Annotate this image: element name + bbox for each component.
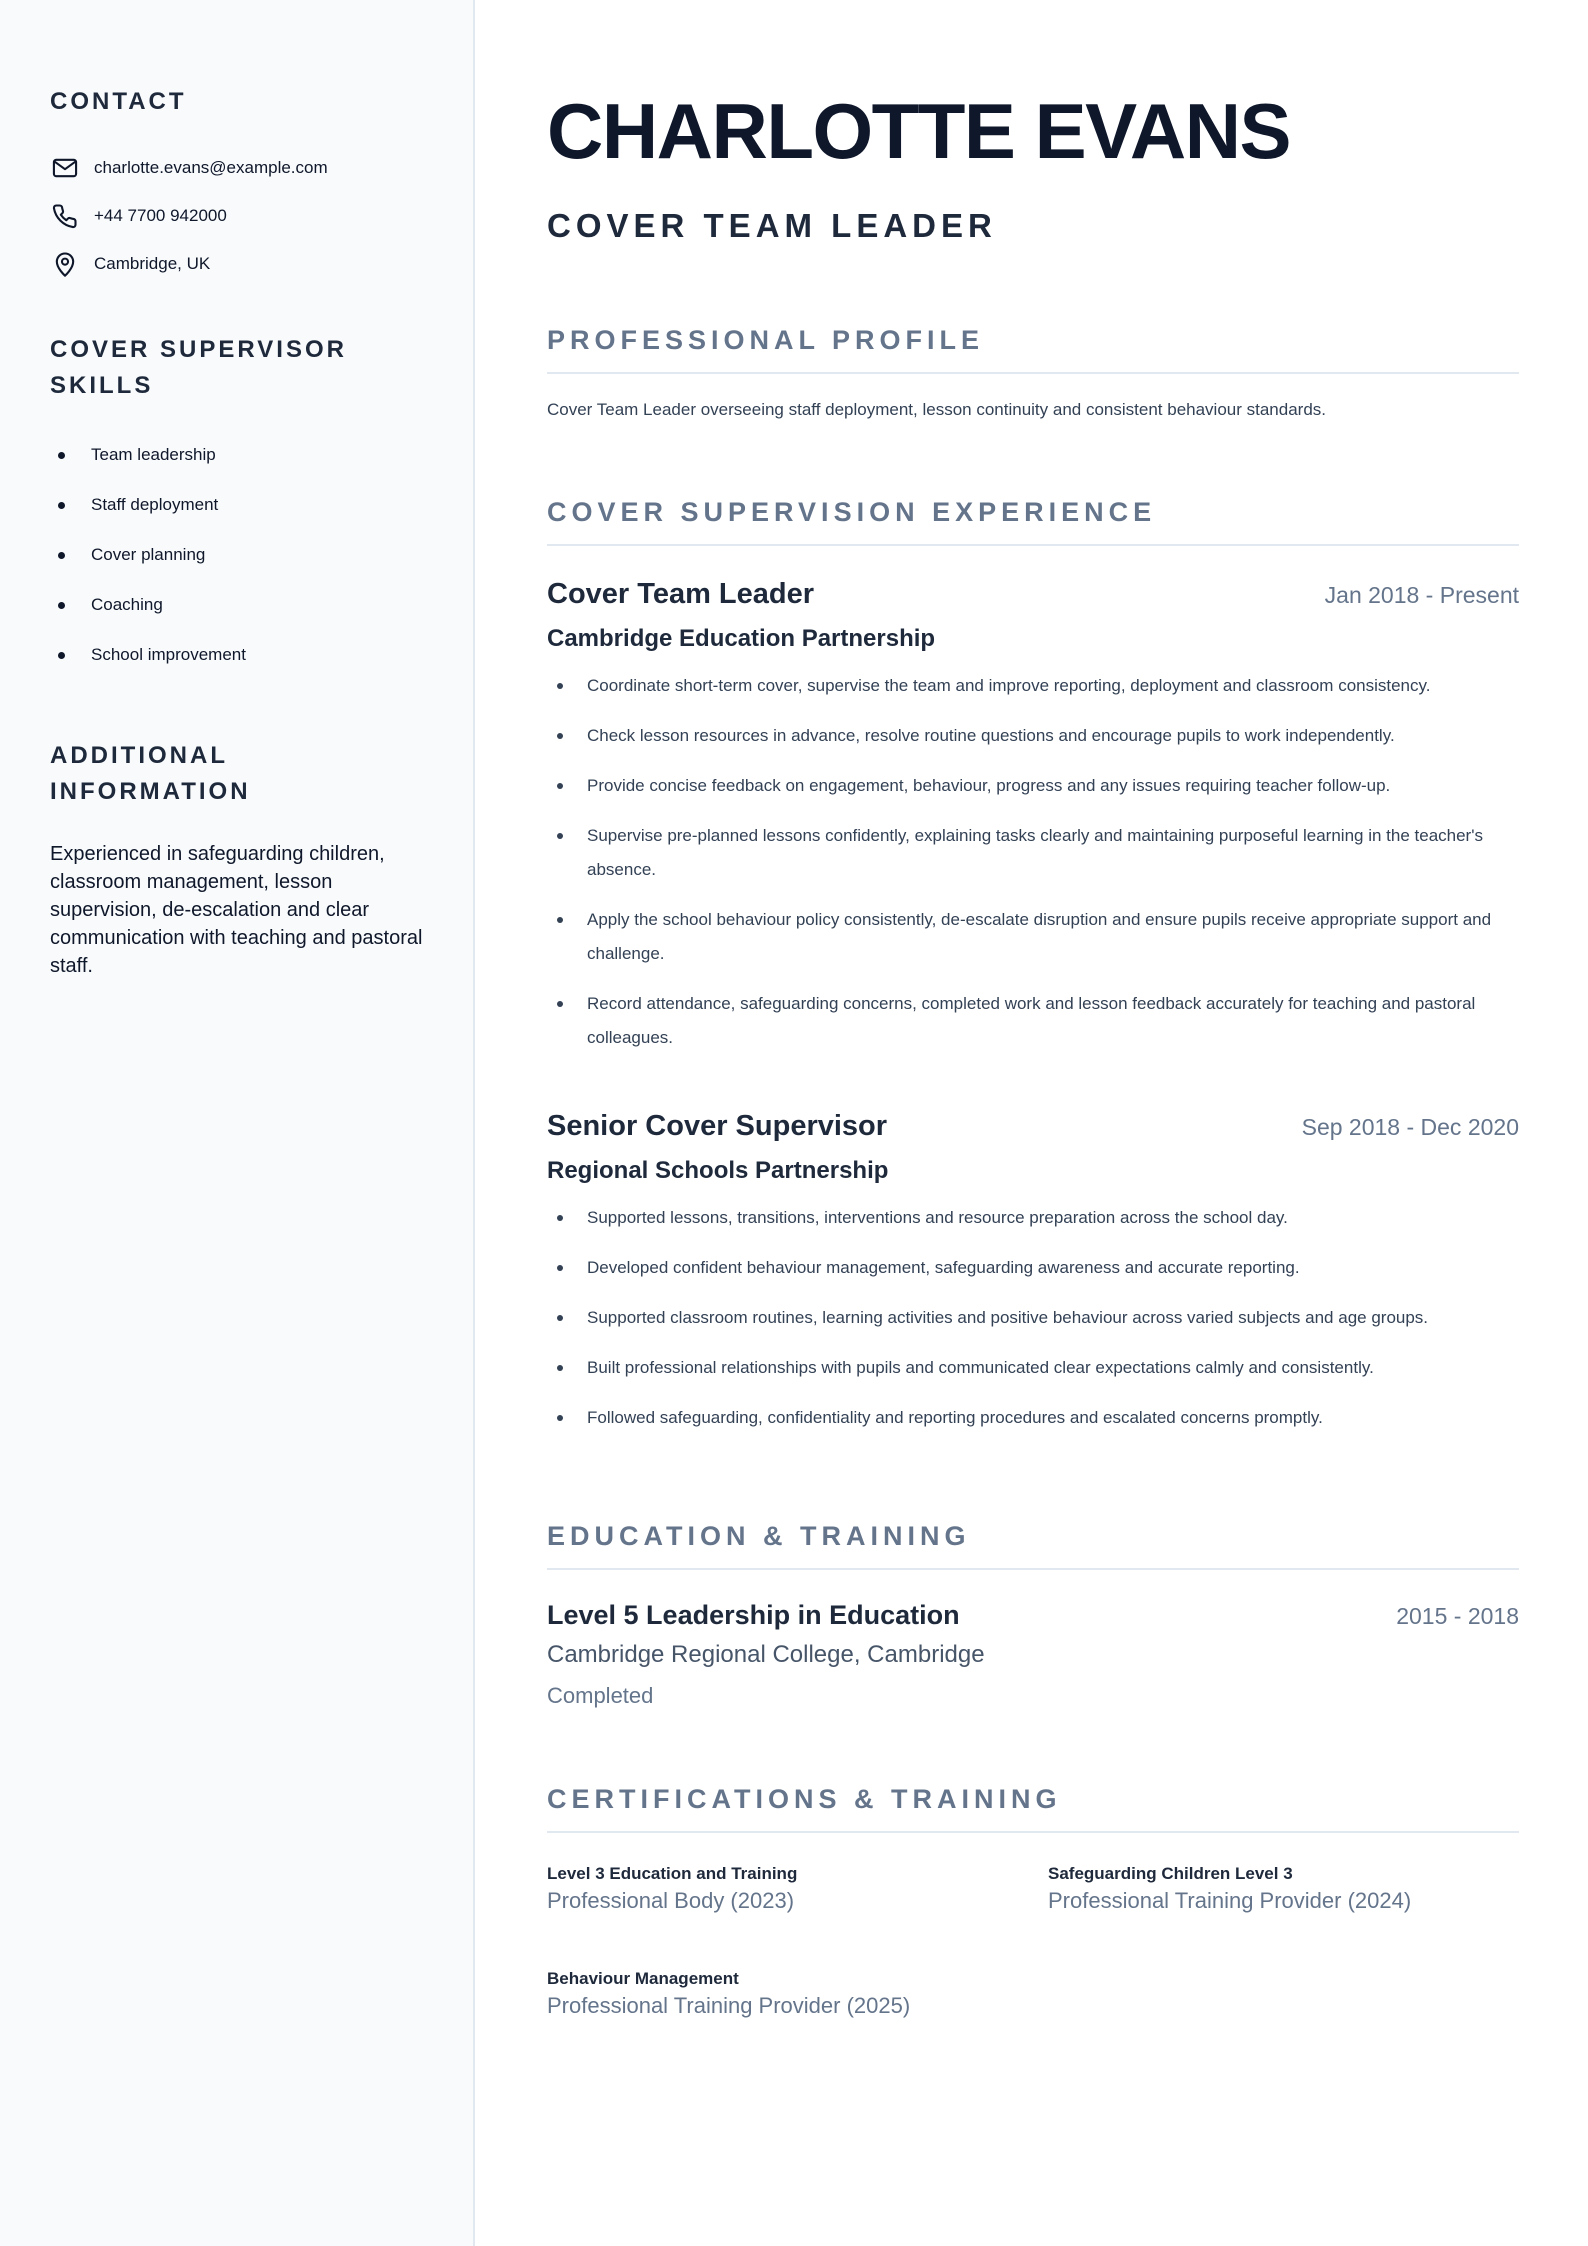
job-dates: Jan 2018 - Present xyxy=(1324,582,1519,608)
bullet-icon xyxy=(557,1001,563,1007)
bullet-text: Supported classroom routines, learning activities and positive behaviour across varied subjects and age groups. xyxy=(587,1308,1429,1327)
bullet-text: Developed confident behaviour management, safeguarding awareness and accurate reporting. xyxy=(587,1258,1300,1277)
certification-item xyxy=(547,1967,910,2021)
certification-item xyxy=(547,1862,797,1916)
bullet-text: Check lesson resources in advance, resolve routine questions and encourage pupils to work independently. xyxy=(587,726,1395,745)
phone-link[interactable]: +44 7700 942000 xyxy=(94,206,227,225)
skill-item xyxy=(50,630,423,680)
contact-heading: CONTACT xyxy=(50,88,187,115)
bullet-icon xyxy=(557,733,563,739)
bullet-icon xyxy=(557,917,563,923)
job-bullet xyxy=(547,719,1519,753)
certification-issuer: Professional Training Provider (2024) xyxy=(1048,1888,1412,1913)
skills-list xyxy=(50,430,423,680)
job-company: Cambridge Education Partnership xyxy=(547,625,936,652)
job-title: Cover Team Leader xyxy=(547,578,815,610)
certification-issuer: Professional Training Provider (2025) xyxy=(547,1993,911,2018)
job-bullet xyxy=(547,1351,1519,1385)
education-status: Completed xyxy=(547,1683,654,1708)
certification-name: Safeguarding Children Level 3 xyxy=(1048,1864,1293,1883)
bullet-text: Built professional relationships with pupils and communicated clear expectations calmly and consistently. xyxy=(587,1358,1374,1377)
job-bullet xyxy=(547,1201,1519,1235)
skill-label: Cover planning xyxy=(91,545,206,564)
bullet-icon xyxy=(557,1415,563,1421)
certification-name: Level 3 Education and Training xyxy=(547,1864,798,1883)
job-bullet xyxy=(547,903,1519,971)
job-bullet xyxy=(547,669,1519,703)
bullet-icon xyxy=(58,502,65,509)
bullet-text: Supervise pre-planned lessons confidently, explaining tasks clearly and maintaining purposeful learning in the teacher's absence. xyxy=(587,826,1483,879)
skill-label: School improvement xyxy=(91,645,246,664)
skill-item xyxy=(50,430,423,480)
job-bullet xyxy=(547,819,1519,887)
profile-heading: PROFESSIONAL PROFILE xyxy=(547,322,1519,374)
certification-issuer: Professional Body (2023) xyxy=(547,1888,795,1913)
bullet-text: Followed safeguarding, confidentiality and reporting procedures and escalated concerns promptly. xyxy=(587,1408,1323,1427)
certifications-heading: CERTIFICATIONS & TRAINING xyxy=(547,1781,1519,1833)
job-title: Senior Cover Supervisor xyxy=(547,1110,888,1142)
job-bullet xyxy=(547,769,1519,803)
skill-item xyxy=(50,530,423,580)
job-bullet xyxy=(547,987,1519,1055)
bullet-text: Provide concise feedback on engagement, behaviour, progress and any issues requiring teacher follow-up. xyxy=(587,776,1391,795)
bullet-text: Coordinate short-term cover, supervise the team and improve reporting, deployment and classroom consistency. xyxy=(587,676,1431,695)
bullet-icon xyxy=(58,602,65,609)
skill-label: Team leadership xyxy=(91,445,216,464)
education-school: Cambridge Regional College, Cambridge xyxy=(547,1641,985,1668)
bullet-icon xyxy=(557,783,563,789)
job-company: Regional Schools Partnership xyxy=(547,1157,889,1184)
job-bullets xyxy=(547,1201,1519,1435)
skill-item xyxy=(50,580,423,630)
bullet-icon xyxy=(557,833,563,839)
skill-label: Coaching xyxy=(91,595,163,614)
mail-icon xyxy=(50,153,80,183)
bullet-text: Record attendance, safeguarding concerns, completed work and lesson feedback accurately for teaching and pastoral colleagues. xyxy=(587,994,1476,1047)
location-pin-icon xyxy=(50,249,80,279)
education-title: Level 5 Leadership in Education xyxy=(547,1600,960,1630)
contact-email xyxy=(50,144,423,192)
bullet-icon xyxy=(557,1265,563,1271)
candidate-name: CHARLOTTE EVANS xyxy=(547,87,1291,175)
experience-heading: COVER SUPERVISION EXPERIENCE xyxy=(547,494,1519,546)
bullet-icon xyxy=(557,1315,563,1321)
sidebar xyxy=(0,0,475,2246)
job-bullet xyxy=(547,1301,1519,1335)
job-entry xyxy=(547,1110,1519,1451)
profile-text: Cover Team Leader overseeing staff deployment, lesson continuity and consistent behaviour standards. xyxy=(547,400,1327,419)
additional-info-heading: ADDITIONAL INFORMATION xyxy=(50,742,251,805)
additional-info-text: Experienced in safeguarding children, classroom management, lesson supervision, de-escalation and clear communication with teaching and pastoral staff. xyxy=(50,843,423,977)
job-bullet xyxy=(547,1401,1519,1435)
education-entry xyxy=(547,1600,1519,1709)
job-entry xyxy=(547,578,1519,1071)
certification-item xyxy=(1048,1862,1411,1916)
bullet-text: Apply the school behaviour policy consistently, de-escalate disruption and ensure pupils receive appropriate support and challenge. xyxy=(587,910,1492,963)
skill-label: Staff deployment xyxy=(91,495,219,514)
bullet-icon xyxy=(58,652,65,659)
education-dates: 2015 - 2018 xyxy=(1396,1603,1519,1629)
bullet-text: Supported lessons, transitions, interventions and resource preparation across the school day. xyxy=(587,1208,1288,1227)
bullet-icon xyxy=(58,552,65,559)
location-text: Cambridge, UK xyxy=(94,254,211,273)
contact-phone xyxy=(50,192,423,240)
job-bullet xyxy=(547,1251,1519,1285)
skills-heading: COVER SUPERVISOR SKILLS xyxy=(50,336,347,399)
email-link[interactable]: charlotte.evans@example.com xyxy=(94,158,328,177)
bullet-icon xyxy=(557,683,563,689)
job-dates: Sep 2018 - Dec 2020 xyxy=(1301,1114,1519,1140)
certification-name: Behaviour Management xyxy=(547,1969,739,1988)
job-bullets xyxy=(547,669,1519,1055)
bullet-icon xyxy=(557,1215,563,1221)
candidate-title: COVER TEAM LEADER xyxy=(547,207,997,244)
contact-location xyxy=(50,240,423,288)
phone-icon xyxy=(50,201,80,231)
contact-list xyxy=(50,144,423,288)
education-heading: EDUCATION & TRAINING xyxy=(547,1518,1519,1570)
skill-item xyxy=(50,480,423,530)
bullet-icon xyxy=(58,452,65,459)
bullet-icon xyxy=(557,1365,563,1371)
